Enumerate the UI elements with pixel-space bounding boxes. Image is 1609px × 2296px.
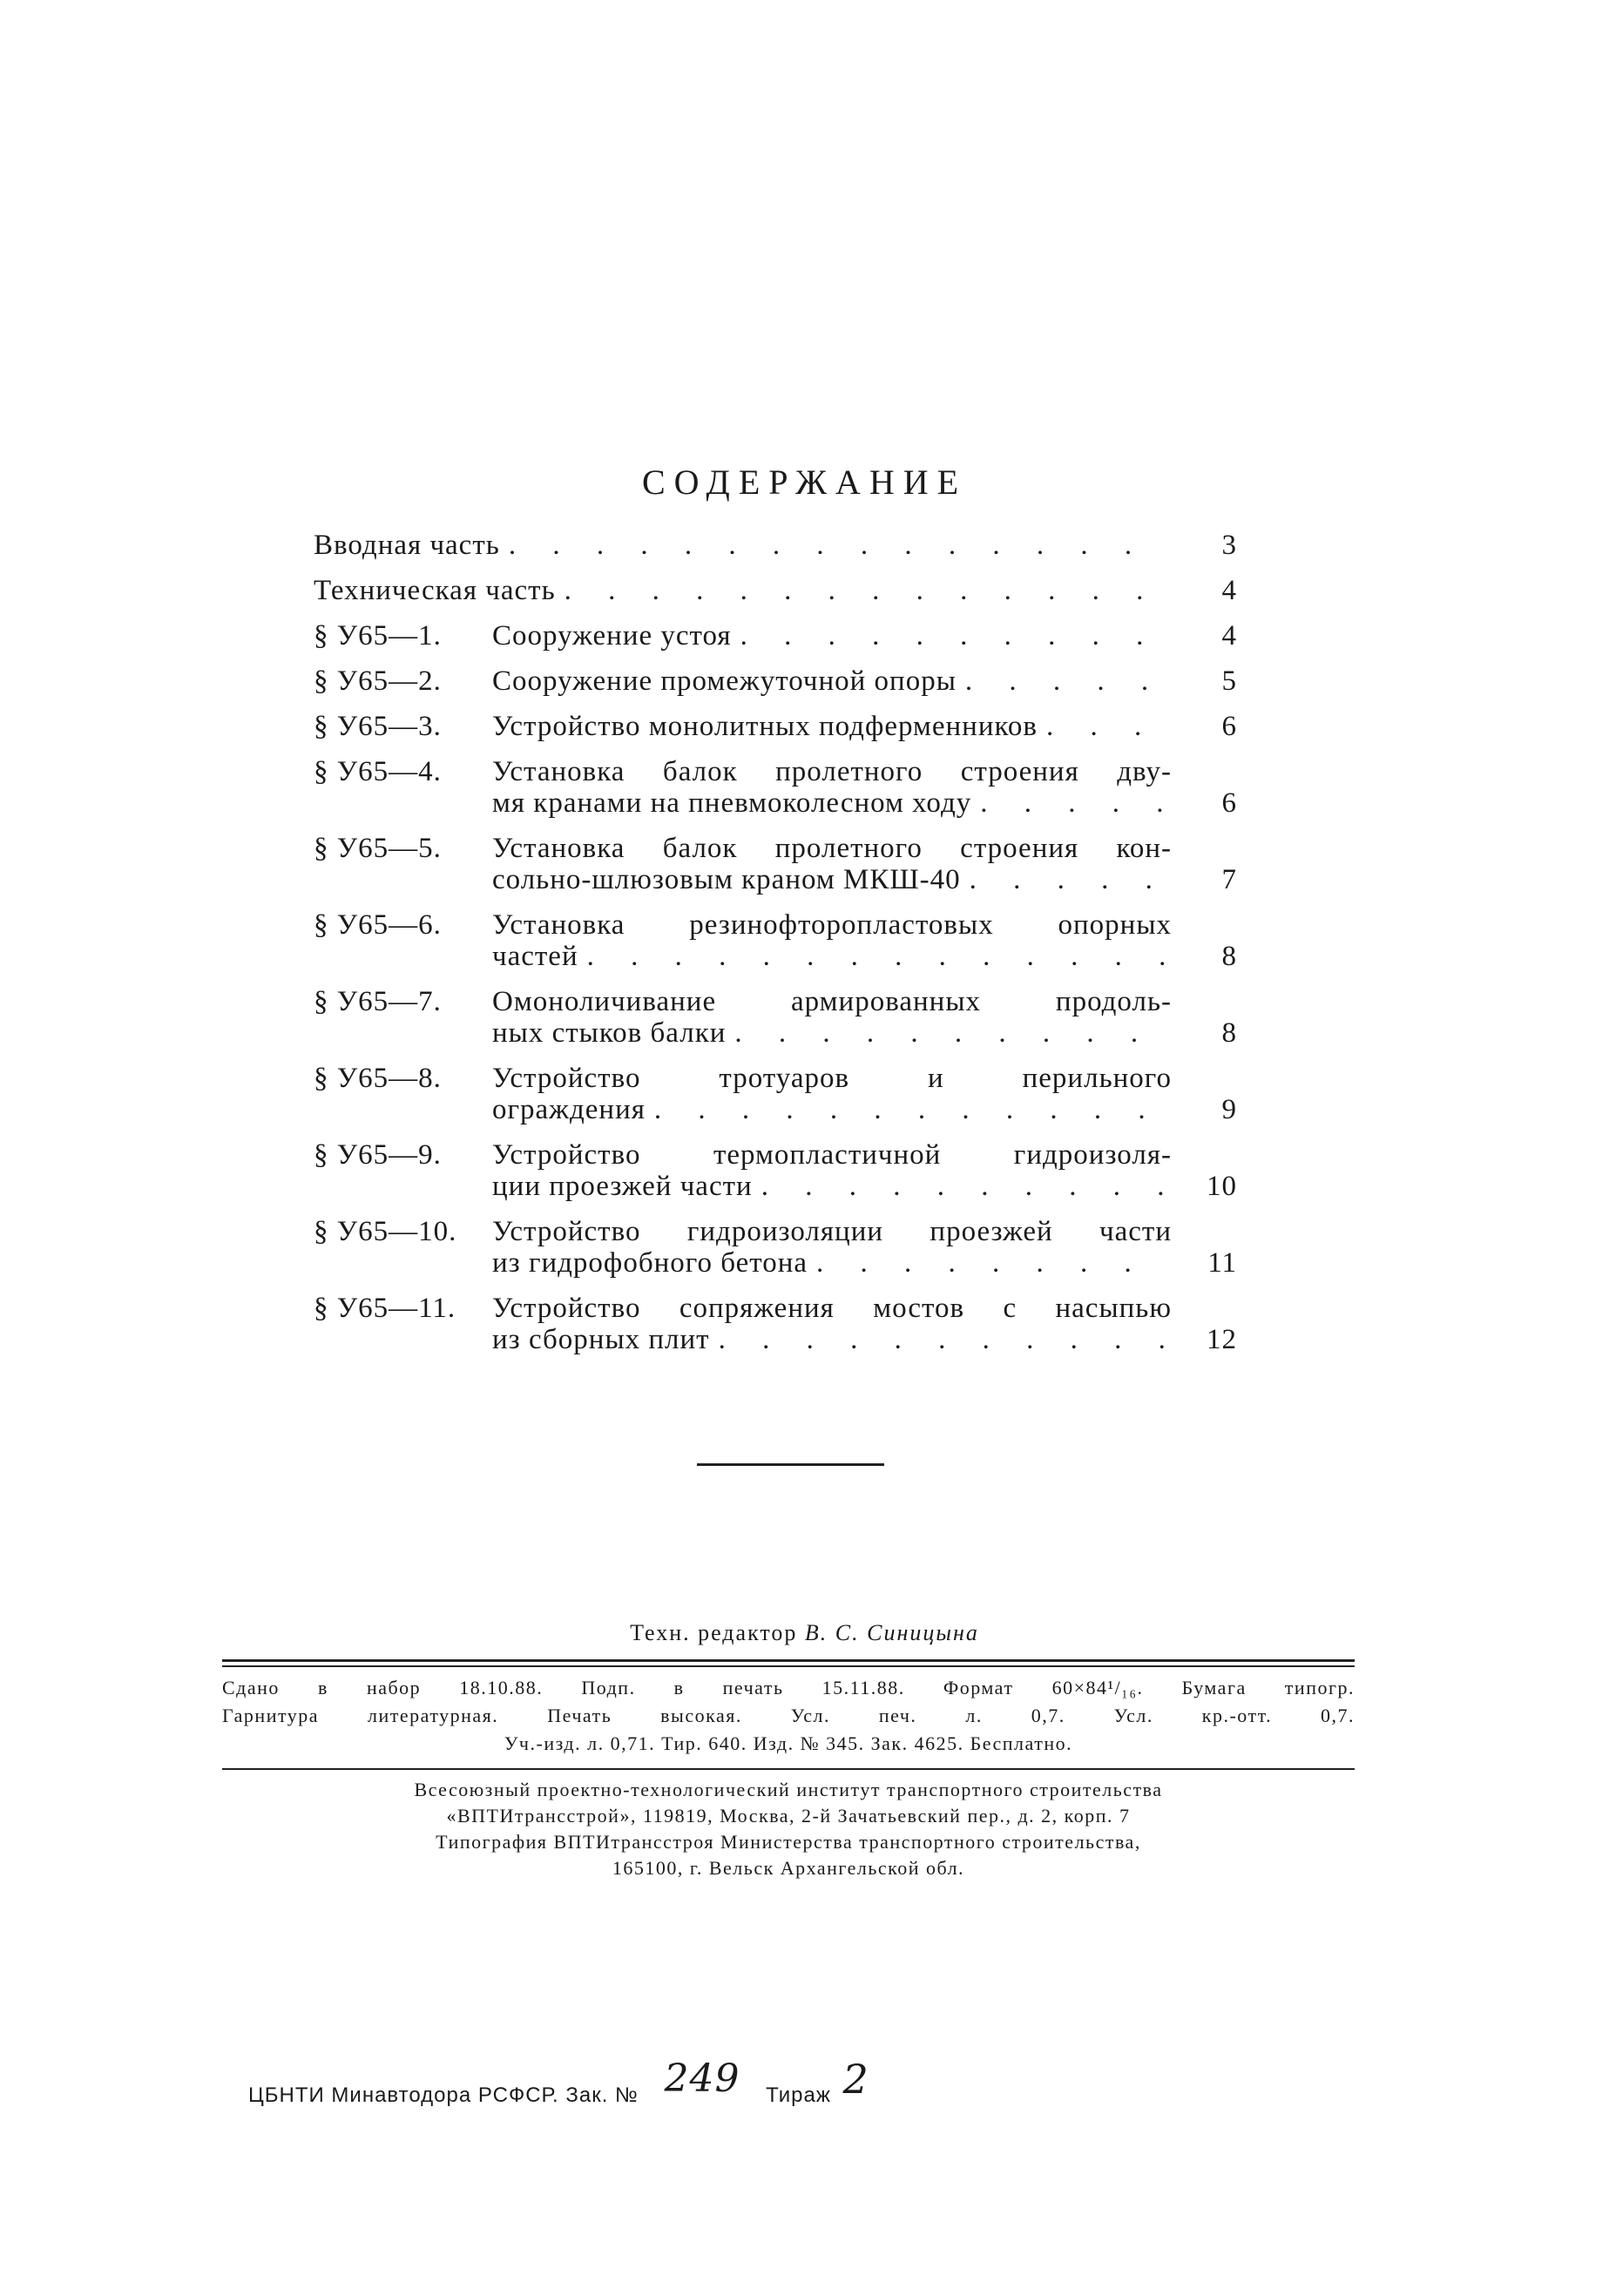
stamp-tirazh-label: Тираж xyxy=(766,2083,831,2107)
double-rule-top xyxy=(222,1659,1355,1662)
section-number: § У65—2. xyxy=(314,665,442,697)
toc-entry-title-line: ограждения xyxy=(492,1094,646,1125)
section-number: § У65—6. xyxy=(314,909,442,941)
dot-leader xyxy=(565,568,1160,613)
publisher-line: Типография ВПТИтрансстроя Министерства транспортного строительства, xyxy=(436,1831,1141,1853)
section-number: § У65—10. xyxy=(314,1216,457,1247)
section-number: § У65—8. xyxy=(314,1063,442,1094)
imprint-line: Уч.-изд. л. 0,71. Тир. 640. Изд. № 345. Зак. 4625. Бесплатно. xyxy=(504,1732,1073,1754)
page-title: СОДЕРЖАНИЕ xyxy=(641,463,968,502)
section-number: § У65—5. xyxy=(314,833,442,864)
dot-leader xyxy=(734,1017,1165,1049)
toc-page-number: 6 xyxy=(1221,711,1237,742)
toc-entry-title-line: из сборных плит xyxy=(492,1324,710,1355)
toc-entry-title-line: Сооружение промежуточной опоры xyxy=(492,665,957,697)
toc-entry-title-line: Устройство термопластичной гидроизоля- xyxy=(492,1139,1172,1171)
toc-page-number: 10 xyxy=(1207,1171,1237,1202)
toc-page-number: 4 xyxy=(1221,620,1237,652)
dot-leader xyxy=(1046,711,1165,742)
toc-page-number: 5 xyxy=(1221,665,1237,697)
toc-entry-title-line: Установка балок пролетного строения кон- xyxy=(492,833,1172,864)
toc-section-entry xyxy=(314,833,1237,895)
toc-entry-title: Техническая часть xyxy=(314,575,556,606)
tech-editor-name: В. С. Синицына xyxy=(804,1620,979,1645)
toc-section-entry xyxy=(314,986,1237,1049)
toc-page-number: 7 xyxy=(1221,864,1237,895)
toc-entry-title-line: ции проезжей части xyxy=(492,1171,753,1202)
divider-line xyxy=(697,1463,884,1466)
toc-section-entry xyxy=(314,620,1237,652)
dot-leader xyxy=(980,787,1165,819)
imprint-line: Гарнитура литературная. Печать высокая. Усл. печ. л. 0,7. Усл. кр.-отт. 0,7. xyxy=(222,1705,1355,1726)
publisher-line: Всесоюзный проектно-технологический институт транспортного строительства xyxy=(414,1779,1163,1800)
toc-entry-title-line: из гидрофобного бетона xyxy=(492,1247,808,1279)
toc-section-entry xyxy=(314,1063,1237,1125)
toc-entry-title-line: Устройство монолитных подферменников xyxy=(492,711,1038,742)
dot-leader xyxy=(587,941,1165,972)
toc-entry-title-line: Установка балок пролетного строения дву- xyxy=(492,756,1172,787)
toc-entry-title-line: Сооружение устоя xyxy=(492,620,732,652)
dot-leader xyxy=(654,1094,1165,1125)
section-number: § У65—4. xyxy=(314,756,442,787)
dot-leader xyxy=(740,620,1165,652)
dot-leader xyxy=(509,523,1160,568)
section-number: § У65—7. xyxy=(314,986,442,1017)
order-stamp xyxy=(248,2056,869,2111)
imprint-line: Сдано в набор 18.10.88. Подп. в печать 15.11.88. Формат 60×84¹/₁₆. Бумага типогр. xyxy=(222,1677,1355,1698)
section-number: § У65—11. xyxy=(314,1293,456,1324)
toc-page-number: 9 xyxy=(1221,1094,1237,1125)
toc-section-entry xyxy=(314,756,1237,819)
toc-entry-title-line: мя кранами на пневмоколесном ходу xyxy=(492,787,972,819)
toc-entry-title-line: ных стыков балки xyxy=(492,1017,727,1049)
toc-page-number: 8 xyxy=(1221,1017,1237,1049)
handwritten-order-number: 249 xyxy=(664,2056,740,2101)
publisher-line: «ВПТИтрансстрой», 119819, Москва, 2-й Зачатьевский пер., д. 2, корп. 7 xyxy=(446,1805,1131,1827)
toc-page-number: 4 xyxy=(1221,575,1237,606)
toc-entry-title-line: частей xyxy=(492,941,578,972)
double-rule-bottom xyxy=(222,1665,1355,1667)
toc-entry-title-line: Устройство гидроизоляции проезжей части xyxy=(492,1216,1172,1247)
publisher-block xyxy=(222,1777,1355,1881)
section-number: § У65—9. xyxy=(314,1139,442,1171)
toc-section-entry xyxy=(314,1216,1237,1279)
stamp-text: ЦБНТИ Минавтодора РСФСР. Зак. № xyxy=(248,2083,639,2107)
toc-page-number: 8 xyxy=(1221,941,1237,972)
dot-leader xyxy=(816,1247,1165,1279)
dot-leader xyxy=(970,864,1165,895)
toc-entry-title: Вводная часть xyxy=(314,530,500,561)
tech-editor-label: Техн. редактор xyxy=(630,1620,798,1645)
toc-section-entry xyxy=(314,1293,1237,1355)
table-of-contents xyxy=(314,523,1237,1369)
rule-line xyxy=(222,1768,1355,1770)
dot-leader xyxy=(761,1171,1165,1202)
toc-entry-title-line: Омоноличивание армированных продоль- xyxy=(492,986,1172,1017)
toc-section-entry xyxy=(314,665,1237,697)
toc-section-entry xyxy=(314,711,1237,742)
dot-leader xyxy=(719,1324,1165,1355)
toc-section-entry xyxy=(314,1139,1237,1202)
dot-leader xyxy=(965,665,1165,697)
toc-entry xyxy=(314,568,1237,613)
toc-page-number: 11 xyxy=(1207,1247,1237,1279)
publisher-line: 165100, г. Вельск Архангельской обл. xyxy=(612,1857,965,1879)
handwritten-tirazh: 2 xyxy=(842,2056,869,2103)
toc-entry-title-line: сольно-шлюзовым краном МКШ-40 xyxy=(492,864,961,895)
tech-editor-line xyxy=(0,1620,1609,1646)
toc-page-number: 3 xyxy=(1221,530,1237,561)
section-number: § У65—1. xyxy=(314,620,442,652)
section-number: § У65—3. xyxy=(314,711,442,742)
toc-section-entry xyxy=(314,909,1237,972)
toc-entry-title-line: Устройство сопряжения мостов с насыпью xyxy=(492,1293,1172,1324)
toc-entry xyxy=(314,523,1237,568)
toc-page-number: 12 xyxy=(1207,1324,1237,1355)
toc-entry-title-line: Устройство тротуаров и перильного xyxy=(492,1063,1172,1094)
toc-page-number: 6 xyxy=(1221,787,1237,819)
toc-entry-title-line: Установка резинофторопластовых опорных xyxy=(492,909,1172,941)
imprint-block xyxy=(222,1674,1355,1758)
